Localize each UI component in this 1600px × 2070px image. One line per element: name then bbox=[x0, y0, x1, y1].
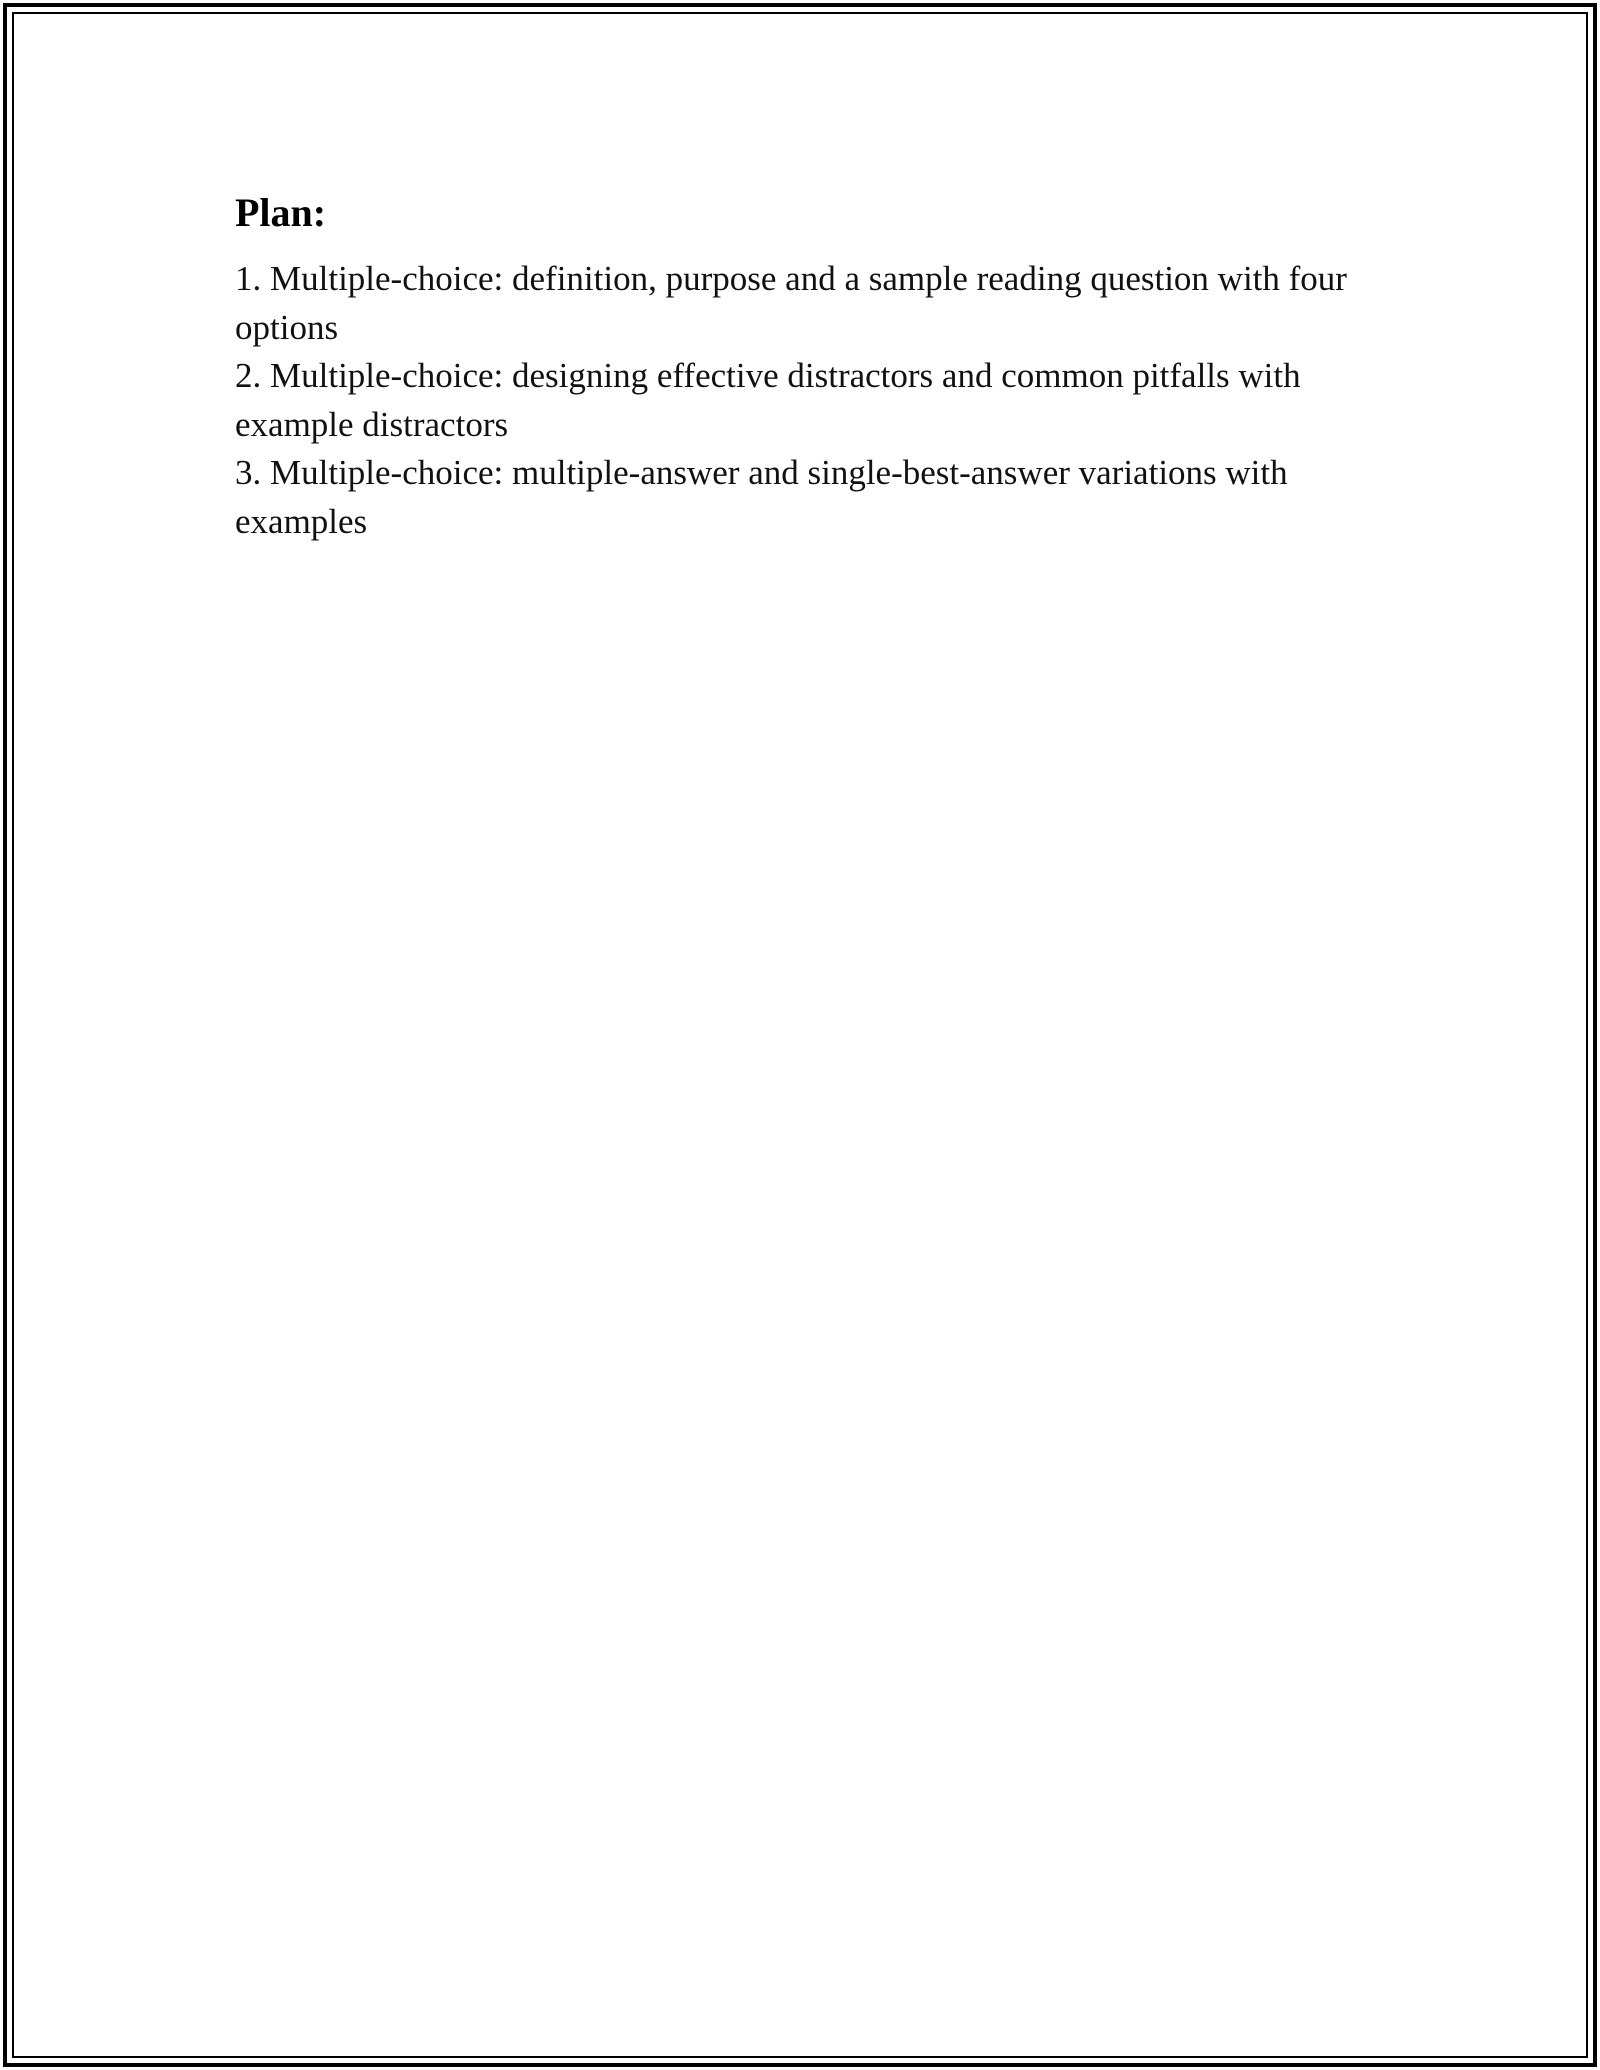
plan-item-3: 3. Multiple-choice: multiple-answer and single-best-answer variations with examples bbox=[235, 453, 1288, 541]
plan-item-1: 1. Multiple-choice: definition, purpose and a sample reading question with four options bbox=[235, 259, 1347, 347]
plan-list bbox=[235, 255, 1365, 546]
plan-heading: Plan: bbox=[235, 190, 327, 235]
plan-item-2: 2. Multiple-choice: designing effective distractors and common pitfalls with example distractors bbox=[235, 356, 1301, 444]
document-body bbox=[235, 185, 1365, 546]
